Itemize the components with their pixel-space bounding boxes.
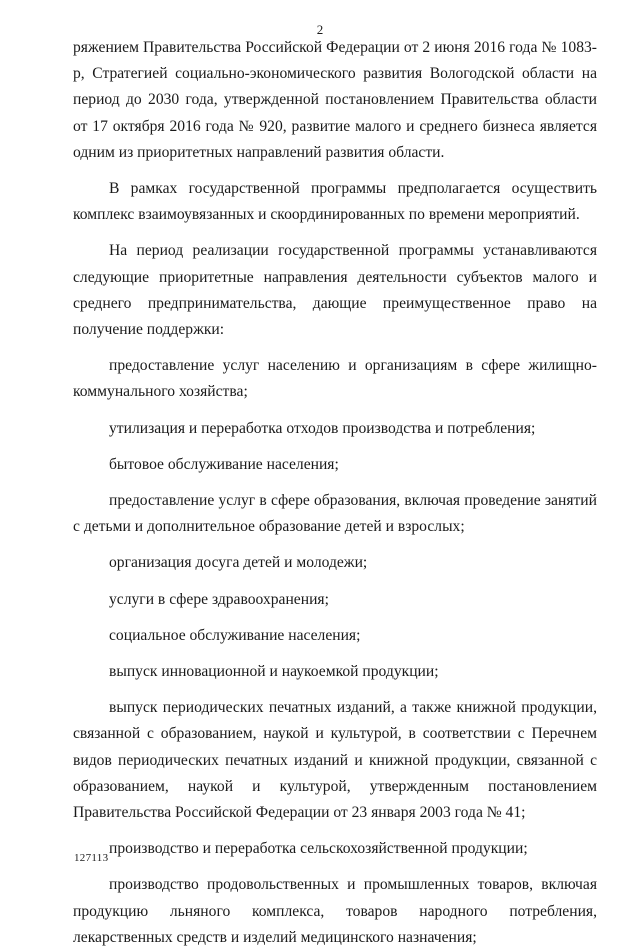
list-item-housing-services: предоставление услуг населению и организациям в сфере жилищно-коммунального хозяйства; <box>73 357 597 401</box>
list-item-healthcare: услуги в сфере здравоохранения; <box>109 590 329 608</box>
list-item-innovative-products: выпуск инновационной и наукоемкой продукции; <box>109 663 439 681</box>
paragraph-intro: ряжением Правительства Российской Федерации от 2 июня 2016 года № 1083-р, Стратегией социально-экономического развития Вологодской области на период до 2030 года, утвержденной постановлением Правительства области от 17 октября 2016 года № 920, развитие малого и среднего бизнеса является одним из приоритетных направлений развития области. <box>73 39 597 161</box>
document-body <box>73 35 597 951</box>
paragraph-program-scope: В рамках государственной программы предполагается осуществить комплекс взаимоувязанных и скоординированных по времени мероприятий. <box>73 180 597 224</box>
footer-document-code: 127113 <box>74 852 109 864</box>
page-number: 2 <box>316 22 324 37</box>
list-item-education-services: предоставление услуг в сфере образования, включая проведение занятий с детьми и дополнительное образование детей и взрослых; <box>73 492 597 536</box>
paragraph-priority-intro: На период реализации государственной программы устанавливаются следующие приоритетные направления деятельности субъектов малого и среднего предпринимательства, дающие преимущественное право на получение поддержки: <box>73 242 597 339</box>
list-item-manufacturing: производство продовольственных и промышленных товаров, включая продукцию льняного комплекса, товаров народного потребления, лекарственных средств и изделий медицинского назначения; <box>73 876 597 946</box>
list-item-waste-recycling: утилизация и переработка отходов производства и потребления; <box>109 419 536 437</box>
list-item-consumer-services: бытовое обслуживание населения; <box>109 455 339 473</box>
list-item-youth-leisure: организация досуга детей и молодежи; <box>109 554 368 572</box>
list-item-periodicals: выпуск периодических печатных изданий, а также книжной продукции, связанной с образованием, наукой и культурой, в соответствии с Перечнем видов периодических печатных изданий и книжной продукции, связанной с образованием, наукой и культурой, утвержденным постановлением Правительства Российской Федерации от 23 января 2003 года № 41; <box>73 699 597 822</box>
list-item-social-services: социальное обслуживание населения; <box>109 626 361 644</box>
list-item-agriculture: производство и переработка сельскохозяйственной продукции; <box>109 840 528 858</box>
